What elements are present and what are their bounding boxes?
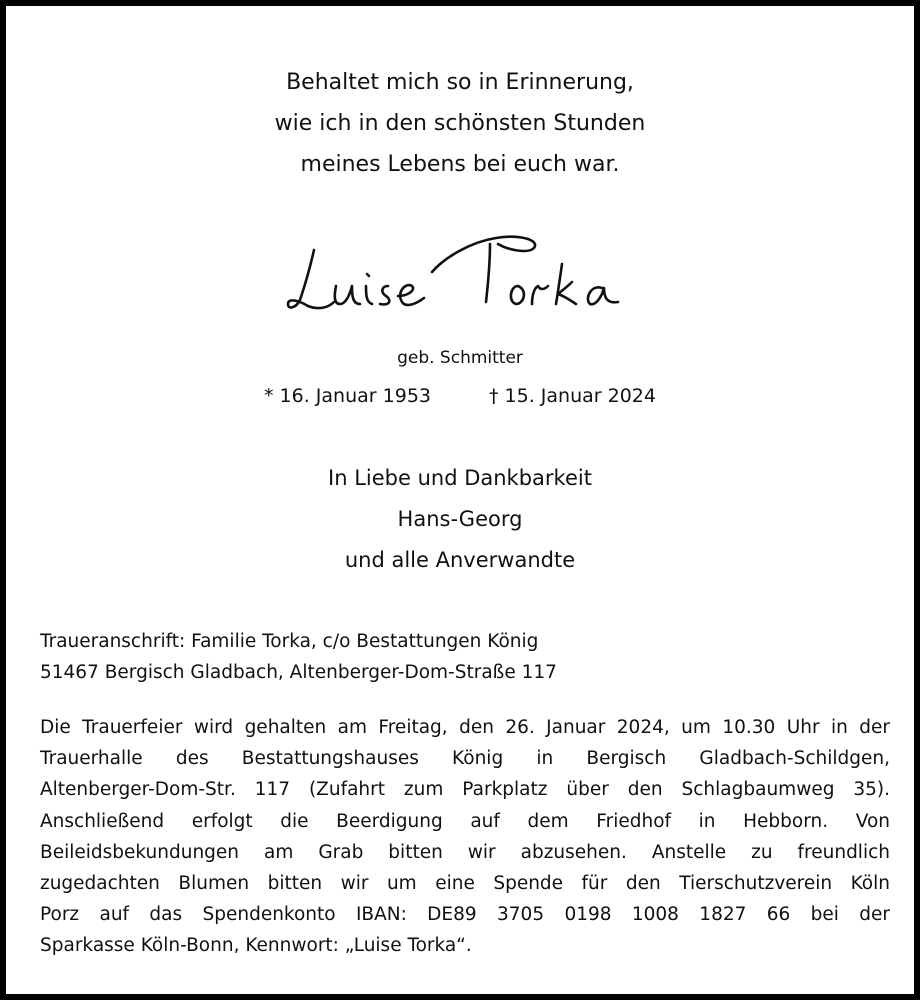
- service-line: Sparkasse Köln-Bonn, Kennwort: „Luise Torka“.: [40, 935, 472, 957]
- memorial-quote: [6, 62, 914, 185]
- life-dates: [6, 382, 914, 410]
- funeral-service-details: [40, 712, 890, 962]
- mourners-line: In Liebe und Dankbarkeit: [328, 466, 592, 490]
- service-line: Anschließend erfolgt die Beerdigung auf dem Friedhof in Hebborn. Von: [40, 810, 890, 832]
- service-line: Beileidsbekundungen am Grab bitten wir abzusehen. Anstelle zu freundlich: [40, 841, 890, 863]
- service-line: Die Trauerfeier wird gehalten am Freitag, den 26. Januar 2024, um 10.30 Uhr in der: [40, 717, 890, 738]
- mourning-address: [40, 626, 880, 688]
- deceased-name-signature: [274, 220, 654, 324]
- mourners-block: [6, 458, 914, 581]
- service-line: Altenberger-Dom-Str. 117 (Zufahrt zum Parkplatz über den Schlagbaumweg 35).: [40, 779, 890, 801]
- signature-script-graphic: [274, 220, 654, 324]
- address-line: Traueranschrift: Familie Torka, c/o Bestattungen König: [40, 631, 539, 652]
- maiden-name: geb. Schmitter: [397, 348, 523, 368]
- mourners-line: und alle Anverwandte: [344, 548, 576, 572]
- service-line: Porz auf das Spendenkonto IBAN: DE89 3705 0198 1008 1827 66 bei der: [40, 904, 890, 926]
- birth-date: * 16. Januar 1953: [264, 385, 431, 407]
- address-line: 51467 Bergisch Gladbach, Altenberger-Dom-Straße 117: [40, 662, 557, 683]
- death-date: † 15. Januar 2024: [489, 385, 656, 407]
- service-line: Trauerhalle des Bestattungshauses König in Bergisch Gladbach-Schildgen,: [40, 748, 890, 770]
- quote-line: wie ich in den schönsten Stunden: [274, 111, 646, 136]
- quote-line: meines Lebens bei euch war.: [300, 152, 620, 177]
- quote-line: Behaltet mich so in Erinnerung,: [286, 70, 634, 95]
- mourners-line: Hans-Georg: [397, 507, 523, 531]
- service-line: zugedachten Blumen bitten wir um eine Spende für den Tierschutzverein Köln: [40, 873, 890, 895]
